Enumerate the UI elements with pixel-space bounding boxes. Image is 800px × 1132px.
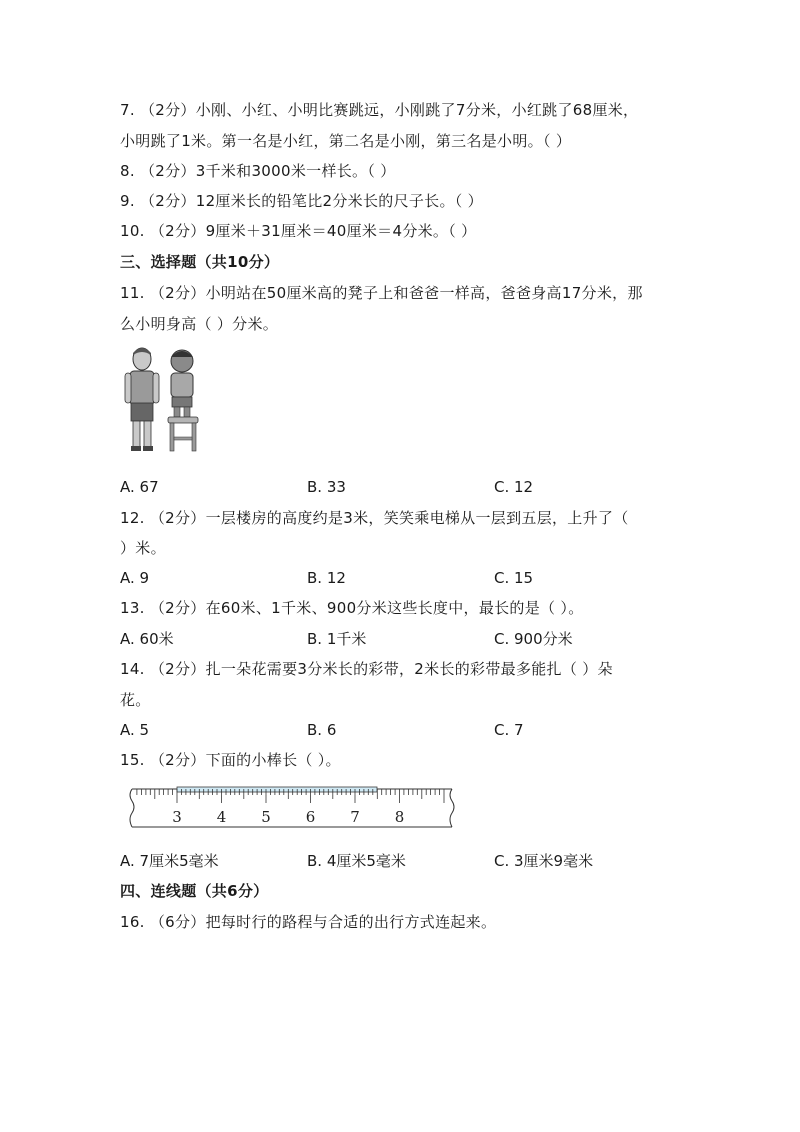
q14-option-a: A. 5 [120, 721, 150, 739]
q10: 10. （2分）9厘米＋31厘米＝40厘米＝4分米。（ ） [120, 222, 477, 240]
q12-line2: ）米。 [120, 539, 166, 557]
q13-option-a: A. 60米 [120, 630, 174, 648]
q11-line1: 11. （2分）小明站在50厘米高的凳子上和爸爸一样高，爸爸身高17分米，那 [120, 284, 643, 302]
q12-option-b: B. 12 [307, 569, 346, 587]
q13-line1: 13. （2分）在60米、1千米、900分米这些长度中，最长的是（ ）。 [120, 599, 584, 617]
q14-line1: 14. （2分）扎一朵花需要3分米长的彩带，2米长的彩带最多能扎（ ）朵 [120, 660, 613, 678]
ruler-label: 4 [216, 808, 227, 826]
q14-line2: 花。 [120, 691, 151, 709]
q14-option-c: C. 7 [494, 721, 524, 739]
q13-option-c: C. 900分米 [494, 630, 573, 648]
ruler-figure [126, 783, 460, 833]
section-3-heading: 三、选择题（共10分） [120, 253, 280, 271]
q15-option-b: B. 4厘米5毫米 [307, 852, 406, 870]
ruler-label: 5 [261, 808, 271, 826]
q14-option-b: B. 6 [307, 721, 337, 739]
q11-option-a: A. 67 [120, 478, 159, 496]
ruler-label: 8 [394, 808, 405, 826]
q12-line1: 12. （2分）一层楼房的高度约是3米，笑笑乘电梯从一层到五层，上升了（ [120, 509, 629, 527]
q7-line2: 小明跳了1米。第一名是小红，第二名是小刚，第三名是小明。（ ） [120, 132, 572, 150]
q11-line2: 么小明身高（ ）分米。 [120, 315, 279, 333]
q12-option-c: C. 15 [494, 569, 534, 587]
father-and-son-illustration [122, 345, 212, 455]
q9: 9. （2分）12厘米长的铅笔比2分米长的尺子长。（ ） [120, 192, 483, 210]
boy-figure [168, 350, 198, 451]
measured-stick [177, 787, 377, 792]
q16: 16. （6分）把每时行的路程与合适的出行方式连起来。 [120, 913, 497, 931]
ruler-label: 6 [305, 808, 316, 826]
q8: 8. （2分）3千米和3000米一样长。（ ） [120, 162, 396, 180]
q13-option-b: B. 1千米 [307, 630, 367, 648]
ruler-label: 3 [172, 808, 182, 826]
q12-option-a: A. 9 [120, 569, 150, 587]
q11-option-b: B. 33 [307, 478, 346, 496]
q7-line1: 7. （2分）小刚、小红、小明比赛跳远，小刚跳了7分米，小红跳了68厘米， [120, 101, 639, 119]
q15-option-a: A. 7厘米5毫米 [120, 852, 219, 870]
q15-option-c: C. 3厘米9毫米 [494, 852, 594, 870]
q11-option-c: C. 12 [494, 478, 534, 496]
ruler-label: 7 [350, 808, 360, 826]
section-4-heading: 四、连线题（共6分） [120, 882, 269, 900]
q15-line1: 15. （2分）下面的小棒长（ ）。 [120, 751, 341, 769]
father-figure [125, 348, 159, 451]
